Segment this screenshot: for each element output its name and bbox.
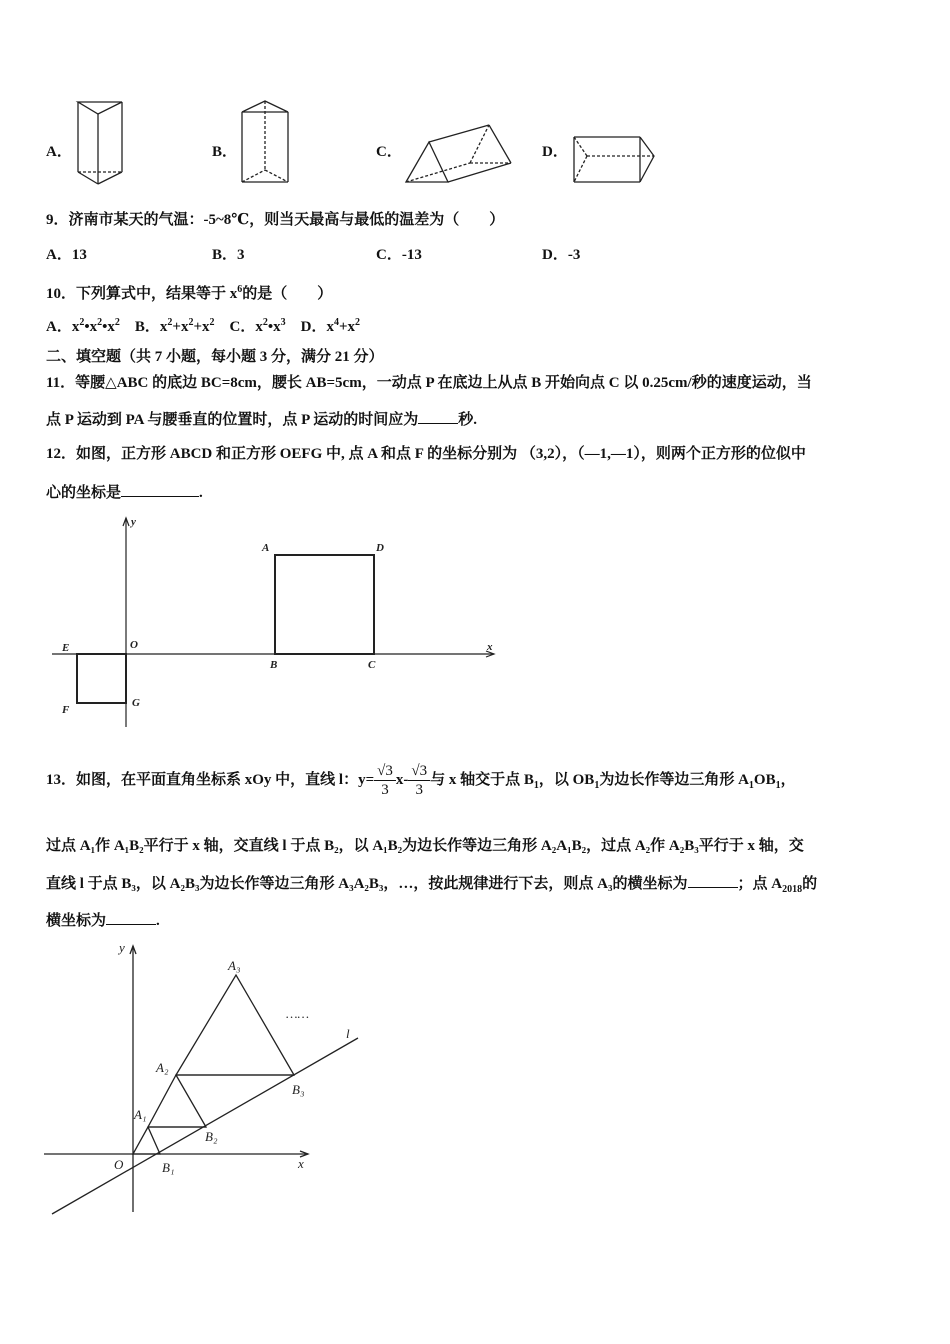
- q12-label-x: x: [487, 641, 493, 653]
- q11-line2: 点 P 运动到 PA 与腰垂直的位置时，点 P 运动的时间应为 秒.: [46, 409, 477, 430]
- q9-option-c[interactable]: C．-13: [376, 247, 422, 263]
- q12-label-a: A: [262, 542, 270, 554]
- q12-answer-blank[interactable]: [121, 482, 199, 497]
- triangle-1: [133, 1127, 160, 1154]
- q13-label-x: x: [298, 1156, 304, 1171]
- q13-label-l: l: [346, 1026, 350, 1041]
- q12-label-g: G: [132, 697, 140, 709]
- q12-figure: [48, 512, 508, 732]
- q8-option-a-label[interactable]: A．: [46, 144, 72, 160]
- q12-label-e: E: [62, 642, 70, 654]
- q10-options: [46, 313, 360, 337]
- q8-option-d-label[interactable]: D．: [542, 144, 568, 160]
- q10-option-a[interactable]: A．$x^2•x^2•x^2$: [46, 317, 120, 335]
- q8-option-c-label[interactable]: C．: [376, 144, 402, 160]
- q13-line4: 横坐标为 .: [46, 910, 160, 931]
- q10-option-b[interactable]: B．$x^2+x^2+x^2$: [134, 317, 215, 335]
- section2-title: 二、填空题（共 7 小题，每小题 3 分，满分 21 分）: [46, 349, 384, 365]
- q13-answer-blank-2[interactable]: [106, 910, 156, 925]
- q12-label-d: D: [376, 542, 384, 554]
- square-abcd: [275, 555, 374, 654]
- triangle-2: [148, 1075, 206, 1127]
- square-oefg: [77, 654, 126, 703]
- q12-label-f: F: [62, 704, 70, 716]
- q13-answer-blank-1[interactable]: [688, 873, 738, 888]
- q10-stem: 10．下列算式中，结果等于 $x^6$的是（ ）: [46, 284, 333, 302]
- q13-label-y: y: [119, 940, 125, 955]
- q9-stem: 9．济南市某天的气温：-5~8℃，则当天最高与最低的温差为（ ）: [46, 212, 505, 228]
- q13-line3: 直线 l 于点 B₃，以 A₂B₃为边长作等边三角形 A₃A₂B₃，…，按此规律进行下去，则点 A₃的横坐标为 ；点 $A_{2018}$的: [46, 873, 817, 900]
- q9-option-a[interactable]: A．13: [46, 247, 87, 263]
- q13-label-a3: A₃: [228, 958, 241, 973]
- q13-label-b1: B₁: [162, 1160, 175, 1175]
- q13-label-b3: B₃: [292, 1082, 305, 1097]
- q13-figure: [40, 938, 370, 1218]
- prism-c-figure: [402, 120, 517, 186]
- q13-label-dots: ……: [286, 1006, 310, 1021]
- q12-label-y: y: [131, 516, 136, 528]
- q13-label-a1: A₁: [134, 1107, 147, 1122]
- q12-line2: 心的坐标是 .: [46, 482, 203, 503]
- q13-label-a2: A₂: [156, 1060, 169, 1075]
- q8-option-b-label[interactable]: B．: [212, 144, 238, 160]
- triangle-3: [176, 975, 294, 1075]
- q10-option-c[interactable]: C．$x^2•x^3$: [229, 317, 286, 335]
- q11-answer-blank[interactable]: [418, 409, 458, 424]
- prism-d-figure: [570, 132, 660, 186]
- q12-label-b: B: [270, 659, 278, 671]
- q12-label-c: C: [368, 659, 376, 671]
- prism-a-figure: [70, 98, 130, 188]
- q10-option-d[interactable]: D．$x^4+x^2$: [300, 317, 361, 335]
- prism-b-figure: [236, 98, 296, 188]
- q13-stem: 13．如图，在平面直角坐标系 xOy 中，直线 l：y= $\frac{√3}{3}$ x- $\frac{√3}{3}$ 与 x 轴交于点 $B_1$，以 $OB_1$为边长作等边三角形 $A_1OB_1$，: [46, 763, 796, 799]
- q13-line2: 过点 A₁作 A₁B₂平行于 x 轴，交直线 l 于点 B₂，以 A₁B₂为边长作等边三角形 A₂A₁B₂，过点 A₂作 A₂B₃平行于 x 轴，交: [46, 838, 804, 854]
- q9-option-d[interactable]: D．-3: [542, 247, 581, 263]
- q11-line1: 11．等腰△ABC 的底边 BC=8cm，腰长 AB=5cm，一动点 P 在底边上从点 B 开始向点 C 以 0.25cm/秒的速度运动，当: [46, 375, 812, 391]
- q12-line1: 12．如图，正方形 ABCD 和正方形 OEFG 中, 点 A 和点 F 的坐标分别为 （3,2），（—1,—1），则两个正方形的位似中: [46, 446, 806, 462]
- q13-label-b2: B₂: [205, 1129, 218, 1144]
- q13-fraction-2: $\frac{√3}{3}$: [408, 762, 430, 799]
- q12-label-o: O: [130, 639, 138, 651]
- q13-fraction-1: $\frac{√3}{3}$: [374, 762, 396, 799]
- q9-option-b[interactable]: B．3: [212, 247, 245, 263]
- q13-label-o: O: [114, 1157, 124, 1172]
